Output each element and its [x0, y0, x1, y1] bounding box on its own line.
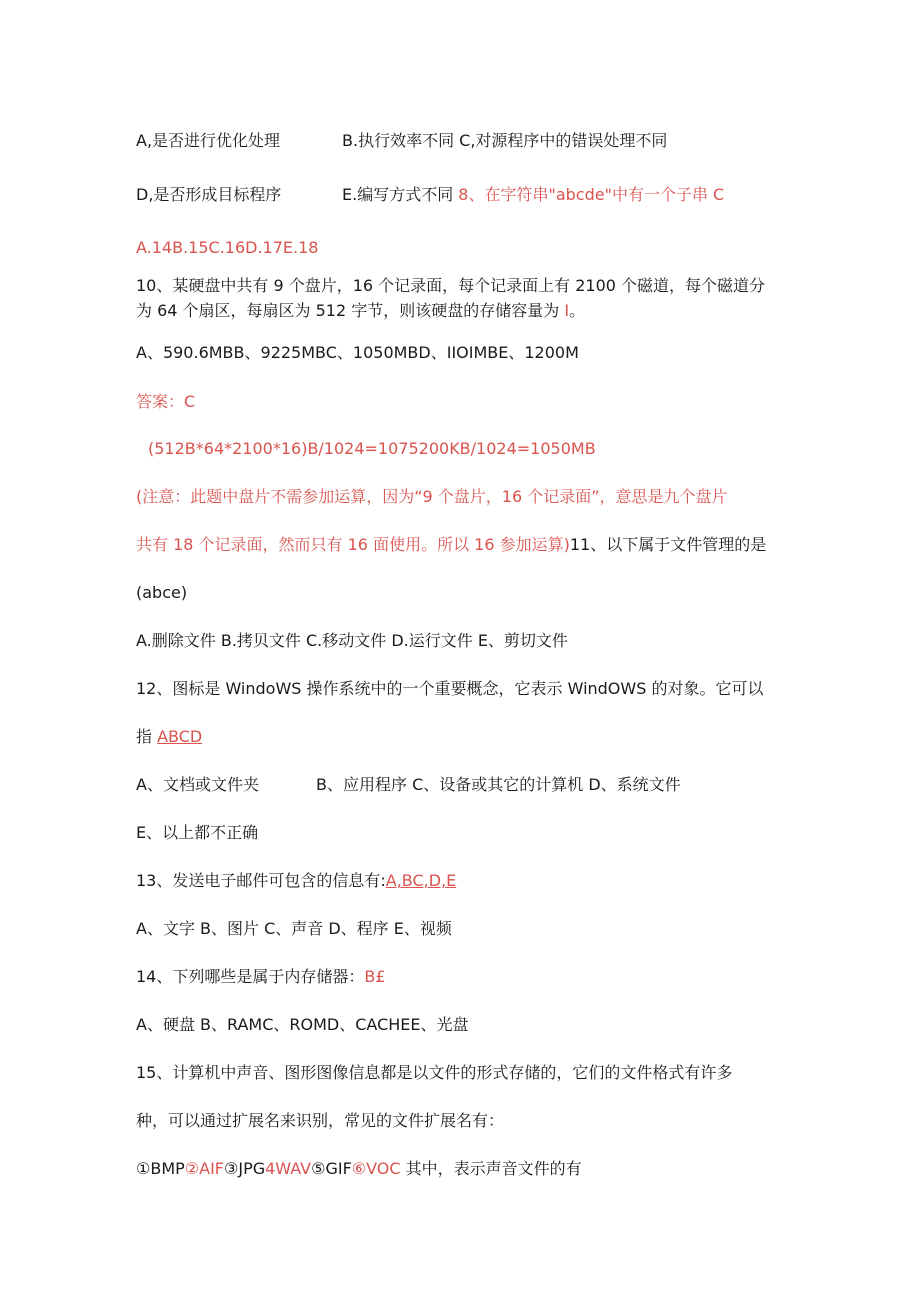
line-18	[136, 918, 452, 940]
question-11-answer: (abce)	[136, 583, 188, 602]
question-11-options: A.删除文件 B.拷贝文件 C.移动文件 D.运行文件 E、剪切文件	[136, 631, 568, 650]
question-10-options: A、590.6MBB、9225MBC、1050MBD、IIOIMBE、1200M	[136, 343, 579, 362]
line-1	[136, 130, 667, 152]
question-8: 8、在字符串"abcde"中有一个子串 C	[458, 185, 725, 204]
ext-aif: ②AIF	[184, 1159, 224, 1178]
line-22	[136, 1110, 504, 1132]
option-a: A,是否进行优化处理	[136, 131, 281, 150]
note-part2: 共有 18 个记录面，然而只有 16 面使用。所以 16 参加运算)	[136, 535, 570, 554]
question-13-answer: A,BC,D,E	[385, 871, 457, 890]
line-14	[136, 726, 202, 748]
question-15-part3: 其中，表示声音文件的有	[400, 1159, 582, 1178]
question-12-part1: 12、图标是 WindoWS 操作系统中的一个重要概念，它表示 WindOWS 的对象。它可以	[136, 679, 764, 698]
question-13-options: A、文字 B、图片 C、声音 D、程序 E、视频	[136, 919, 452, 938]
line-15	[136, 774, 681, 796]
question-10-part2: 为 64 个扇区，每扇区为 512 字节，则该硬盘的存储容量为	[136, 301, 565, 320]
question-15-part2: 种，可以通过扩展名来识别，常见的文件扩展名有：	[136, 1111, 505, 1130]
question-12-part2: 指	[136, 727, 158, 746]
line-2	[136, 184, 724, 206]
line-6	[136, 342, 579, 364]
question-8-options: A.14B.15C.16D.17E.18	[136, 238, 319, 257]
line-13	[136, 678, 763, 700]
question-10-end: 。	[569, 301, 586, 320]
line-17	[136, 870, 456, 892]
answer-label: 答案：C	[136, 392, 196, 411]
answer-mark: I	[564, 301, 570, 320]
line-21	[136, 1062, 732, 1084]
question-14-options: A、硬盘 B、RAMC、ROMD、CACHEE、光盘	[136, 1015, 469, 1034]
note-part1: (注意：此题中盘片不需参加运算，因为“9 个盘片，16 个记录面”，意思是九个盘片	[136, 487, 728, 506]
ext-jpg: ③JPG	[224, 1159, 266, 1178]
question-11: 11、以下属于文件管理的是	[569, 535, 767, 554]
question-14-answer: B£	[364, 967, 386, 986]
calculation: (512B*64*2100*16)B/1024=1075200KB/1024=1050MB	[148, 439, 596, 458]
option-e: E.编写方式不同	[342, 185, 459, 204]
line-7	[136, 391, 195, 413]
line-19	[136, 966, 386, 988]
question-14: 14、下列哪些是属于内存储器：	[136, 967, 365, 986]
line-11	[136, 582, 187, 604]
line-9	[136, 486, 728, 508]
line-5	[136, 300, 585, 322]
line-8	[148, 438, 596, 460]
ext-wav: 4WAV	[265, 1159, 312, 1178]
line-16	[136, 822, 258, 844]
question-13: 13、发送电子邮件可包含的信息有:	[136, 871, 386, 890]
line-3	[136, 237, 318, 259]
option-d: D,是否形成目标程序	[136, 185, 282, 204]
line-20	[136, 1014, 469, 1036]
question-12-option-e: E、以上都不正确	[136, 823, 259, 842]
ext-voc: ⑥VOC	[351, 1159, 401, 1178]
question-15-part1: 15、计算机中声音、图形图像信息都是以文件的形式存储的，它们的文件格式有许多	[136, 1063, 733, 1082]
question-12-options-bcd: B、应用程序 C、设备或其它的计算机 D、系统文件	[316, 775, 681, 794]
question-12-option-a: A、文档或文件夹	[136, 775, 259, 794]
question-12-answer: ABCD	[157, 727, 203, 746]
ext-gif: ⑤GIF	[311, 1159, 352, 1178]
line-10	[136, 534, 766, 556]
question-10-part1: 10、某硬盘中共有 9 个盘片，16 个记录面，每个记录面上有 2100 个磁道，每个磁道分	[136, 276, 766, 295]
line-4	[136, 275, 765, 297]
ext-bmp: ①BMP	[136, 1159, 185, 1178]
line-12	[136, 630, 568, 652]
option-b-c: B.执行效率不同 C,对源程序中的错误处理不同	[342, 131, 668, 150]
line-23	[136, 1158, 582, 1180]
